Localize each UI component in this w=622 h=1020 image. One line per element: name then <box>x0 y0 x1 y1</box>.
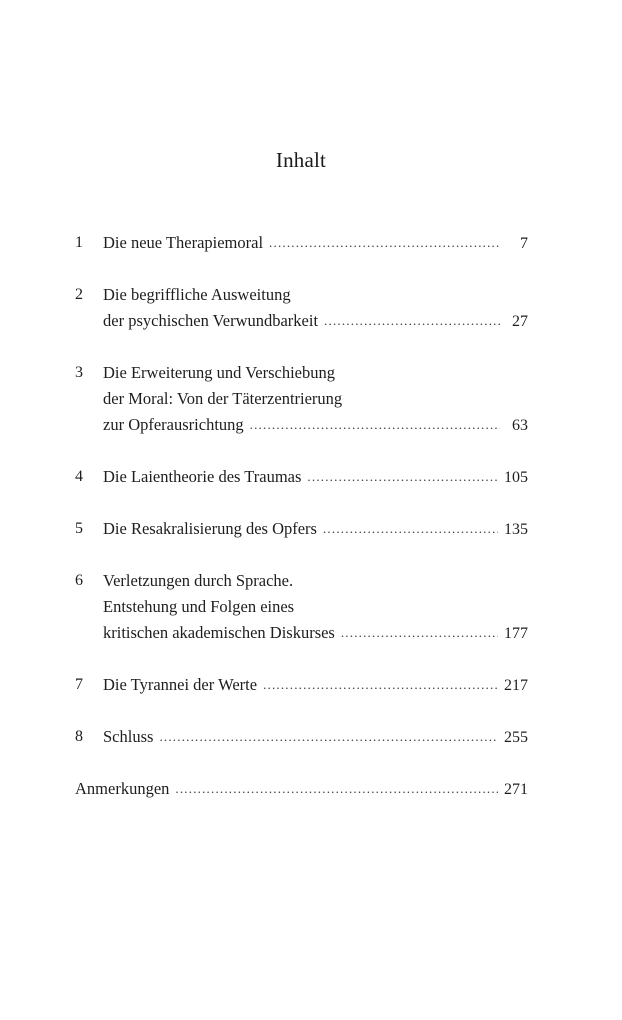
chapter-title <box>103 360 528 438</box>
chapter-title-line: Anmerkungen <box>75 779 170 798</box>
page-number: 135 <box>504 521 528 538</box>
page-number: 27 <box>512 313 528 330</box>
chapter-title <box>103 464 528 490</box>
dot-leader <box>341 620 498 646</box>
chapter-title-line: zur Opferausrichtung <box>103 415 244 434</box>
chapter-title-line: Die Resakralisierung des Opfers <box>103 519 317 538</box>
dot-leader <box>307 464 498 490</box>
page-title: Inhalt <box>275 148 327 172</box>
chapter-title-line: der Moral: Von der Täterzentrierung <box>103 389 343 408</box>
chapter-title <box>103 568 528 646</box>
chapter-title <box>103 230 528 256</box>
page-number: 7 <box>520 235 528 252</box>
chapter-title <box>103 672 528 698</box>
chapter-number: 5 <box>75 520 83 537</box>
dot-leader <box>159 724 498 750</box>
dot-leader <box>323 516 498 542</box>
page-number: 63 <box>512 417 528 434</box>
chapter-number: 7 <box>75 676 83 693</box>
chapter-title-line: Die Laientheorie des Traumas <box>103 467 302 486</box>
chapter-title-line: Schluss <box>103 727 154 746</box>
chapter-number: 2 <box>75 286 83 303</box>
page-number: 105 <box>504 469 528 486</box>
chapter-title <box>103 516 528 542</box>
page-number: 255 <box>504 729 528 746</box>
chapter-number: 8 <box>75 728 83 745</box>
chapter-title-line: der psychischen Verwundbarkeit <box>103 311 319 330</box>
page-number: 177 <box>504 625 528 642</box>
chapter-title-line: Die Tyrannei der Werte <box>103 675 258 694</box>
dot-leader <box>324 308 500 334</box>
chapter-title-line: kritischen akademischen Diskurses <box>103 623 335 642</box>
chapter-number: 3 <box>75 364 83 381</box>
chapter-title <box>103 282 528 334</box>
dot-leader <box>250 412 500 438</box>
chapter-title <box>75 776 528 802</box>
dot-leader <box>269 230 500 256</box>
chapter-title-line: Verletzungen durch Sprache. <box>103 571 294 590</box>
dot-leader <box>175 776 498 802</box>
page-number: 217 <box>504 677 528 694</box>
chapter-title-line: Entstehung und Folgen eines <box>103 597 295 616</box>
chapter-number: 6 <box>75 572 83 589</box>
chapter-title <box>103 724 528 750</box>
chapter-title-line: Die Erweiterung und Verschiebung <box>103 363 336 382</box>
chapter-title-line: Die begriffliche Ausweitung <box>103 285 291 304</box>
chapter-title-line: Die neue Therapiemoral <box>103 233 264 252</box>
page-number: 271 <box>504 781 528 798</box>
chapter-number: 1 <box>75 234 83 251</box>
chapter-number: 4 <box>75 468 83 485</box>
dot-leader <box>263 672 498 698</box>
